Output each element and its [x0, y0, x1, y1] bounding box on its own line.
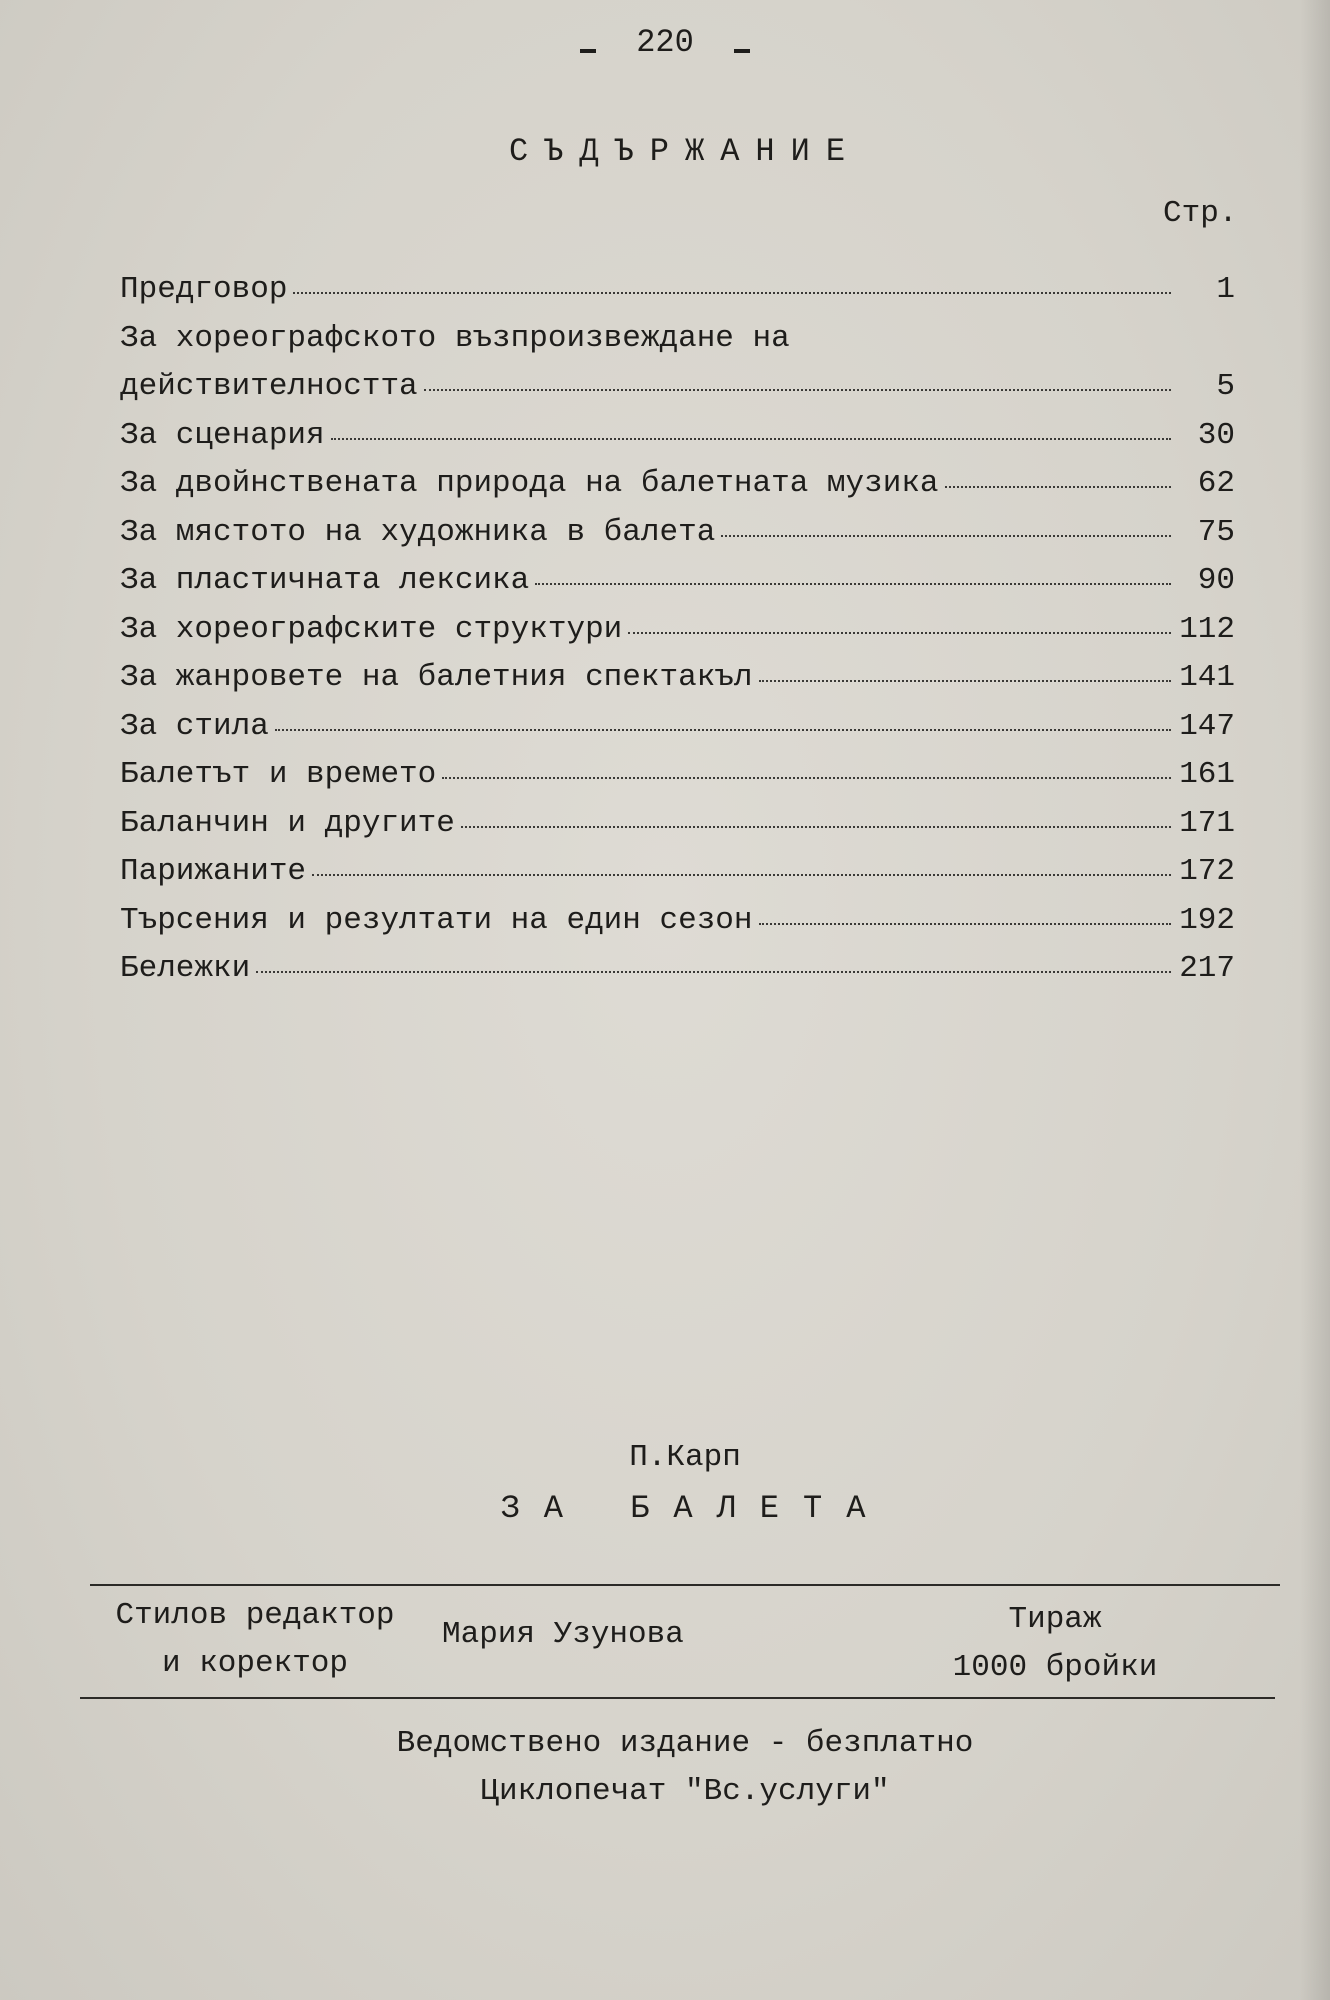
page-column-label: Стр.	[1163, 196, 1238, 231]
toc-entry-title: За пластичната лексика	[120, 563, 530, 598]
print-run	[920, 1596, 1190, 1692]
toc-entry	[120, 660, 1235, 709]
toc-entry-page: 171	[1179, 805, 1235, 841]
dash-right	[734, 49, 750, 53]
editor-role-line2: и коректор	[161, 1646, 349, 1681]
toc-leader-dots	[312, 873, 1171, 876]
toc-entry	[120, 903, 1235, 952]
toc-leader-dots	[331, 437, 1171, 440]
author: П.Карп	[629, 1440, 741, 1475]
toc-entry-title: За стила	[120, 708, 269, 744]
toc-entry	[120, 369, 1235, 418]
toc-entry-title: Бележки	[120, 951, 251, 986]
editor-name: Мария Узунова	[442, 1617, 684, 1652]
dash-left	[580, 49, 596, 53]
toc-entry	[120, 757, 1235, 806]
toc-entry-page: 1	[1216, 272, 1235, 307]
toc-entry-page: 141	[1179, 660, 1235, 695]
toc-entry	[120, 806, 1235, 855]
toc-leader-dots	[628, 631, 1171, 634]
toc-leader-dots	[275, 728, 1171, 731]
toc-entry-title: За сценария	[120, 417, 325, 453]
editor-role-line1: Стилов редактор	[115, 1598, 395, 1633]
toc-leader-dots	[424, 388, 1171, 391]
toc-leader-dots	[759, 922, 1171, 925]
toc-entry	[120, 612, 1235, 661]
page-number-text: 220	[636, 24, 694, 61]
toc-leader-dots	[535, 582, 1171, 585]
toc-entry-title: Парижаните	[120, 854, 307, 889]
toc-entry-page: 30	[1197, 417, 1235, 453]
toc-entry	[120, 563, 1235, 612]
toc-entry-page: 172	[1179, 854, 1235, 889]
print-run-label: Тираж	[1008, 1602, 1102, 1637]
book-title: ЗА БАЛЕТА	[500, 1490, 890, 1527]
toc-entry-page: 147	[1179, 708, 1235, 744]
footer-line1: Ведомствено издание - безплатно	[396, 1726, 974, 1761]
print-run-value: 1000 бройки	[952, 1650, 1158, 1685]
toc-entry-title: За мястото на художника в балета	[120, 514, 716, 550]
toc-entry-title: действителността	[120, 369, 418, 404]
toc-entry-page: 161	[1179, 757, 1235, 792]
toc-entry-page: 90	[1197, 563, 1235, 598]
toc-entry-title: Търсения и резултати на един сезон	[120, 902, 753, 938]
toc-entry	[120, 466, 1235, 515]
page-number	[0, 24, 1330, 61]
toc-leader-dots	[721, 534, 1171, 537]
page-edge-shadow	[1300, 0, 1330, 2000]
toc-entry-page: 62	[1197, 466, 1235, 501]
toc-entry	[120, 951, 1235, 1000]
toc-entry-title: Баланчин и другите	[120, 805, 455, 841]
toc-entry-title: За двойнствената природа на балетната музика	[120, 466, 939, 501]
toc-entry	[120, 418, 1235, 467]
toc-leader-dots	[442, 776, 1171, 779]
editor-role	[100, 1592, 410, 1688]
toc-entry-page: 5	[1216, 369, 1235, 404]
rule-bottom	[80, 1697, 1275, 1699]
toc-entry	[120, 515, 1235, 564]
toc-leader-dots	[945, 485, 1171, 488]
toc-entry-title: За жанровете на балетния спектакъл	[120, 660, 753, 695]
toc-leader-dots	[461, 825, 1171, 828]
footer-line2: Циклопечат "Вс.услуги"	[480, 1774, 890, 1809]
toc-leader-dots	[759, 679, 1171, 682]
publication-footer	[0, 1720, 1330, 1816]
contents-heading: СЪДЪРЖАНИЕ	[508, 133, 862, 170]
table-of-contents	[120, 272, 1235, 1000]
toc-entry-title: За хореографското възпроизвеждане на	[120, 320, 790, 356]
toc-entry	[120, 709, 1235, 758]
toc-leader-dots	[293, 291, 1171, 294]
toc-entry-page: 192	[1179, 902, 1235, 938]
toc-entry	[120, 321, 1235, 370]
toc-entry-page: 217	[1179, 951, 1235, 986]
toc-entry-page: 75	[1197, 514, 1235, 550]
toc-entry-page: 112	[1179, 611, 1235, 647]
toc-entry-title: Предговор	[120, 272, 288, 307]
toc-entry	[120, 854, 1235, 903]
toc-entry	[120, 272, 1235, 321]
toc-entry-title: Балетът и времето	[120, 757, 437, 792]
toc-entry-title: За хореографските структури	[120, 611, 623, 647]
rule-top	[90, 1584, 1280, 1586]
toc-leader-dots	[256, 970, 1171, 973]
